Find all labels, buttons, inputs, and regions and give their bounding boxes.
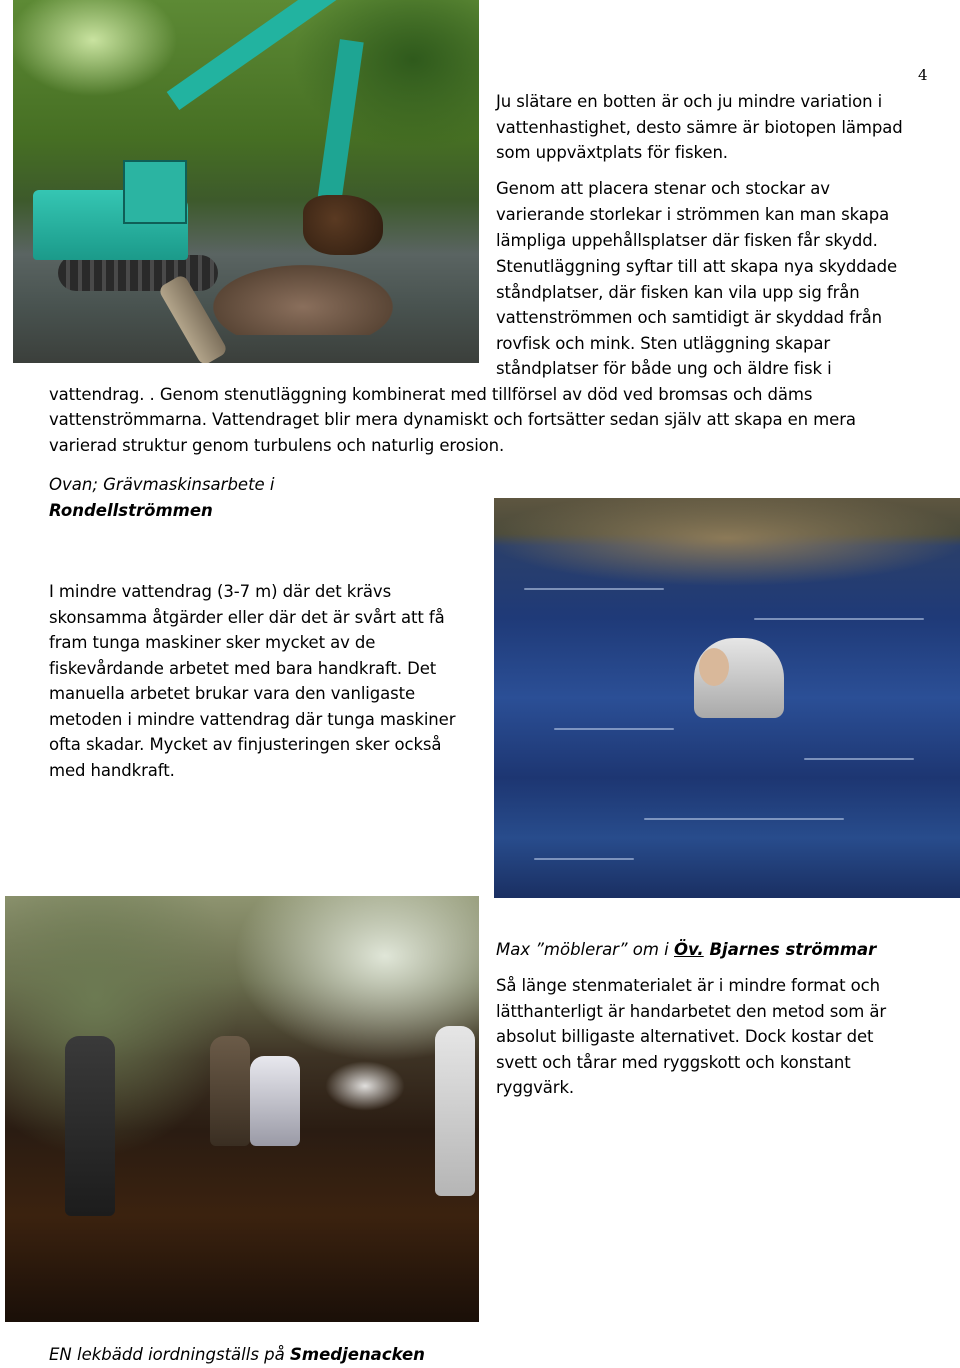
excavator-track <box>58 255 218 291</box>
person <box>65 1036 115 1216</box>
caption-text: Max ”möblerar” om i <box>496 940 674 959</box>
caption-place: Smedjenacken <box>290 1345 425 1364</box>
text-line: ståndplatser, där fisken kan vila upp sig från <box>496 283 860 302</box>
text-line: rovfisk och mink. Sten utläggning skapar <box>496 334 831 353</box>
text-line: vattendrag. . Genom stenutläggning kombinerat med tillförsel av död ved bromsas och däms <box>49 385 813 404</box>
text-line: metoden i mindre vattendrag där tunga maskiner <box>49 710 456 729</box>
text-line: I mindre vattendrag (3-7 m) där det krävs <box>49 582 392 601</box>
water-splash <box>325 1061 405 1111</box>
text-line: ryggvärk. <box>496 1078 575 1097</box>
person <box>210 1036 250 1146</box>
caption-place: Öv. <box>674 940 704 959</box>
person <box>435 1026 475 1196</box>
text-line: Stenutläggning syftar till att skapa nya skyddade <box>496 257 898 276</box>
water-ripple <box>644 818 844 820</box>
caption-place: Bjarnes strömmar <box>703 940 877 959</box>
water-ripple <box>524 588 664 590</box>
excavator-boom <box>167 0 352 110</box>
excavator-bucket <box>303 195 383 255</box>
water-ripple <box>754 618 924 620</box>
water-ripple <box>534 858 634 860</box>
text-line: svett och tårar med ryggskott och konstant <box>496 1053 851 1072</box>
excavator-photo <box>13 0 479 363</box>
water-ripple <box>804 758 914 760</box>
person-head <box>699 648 729 686</box>
text-line: med handkraft. <box>49 761 175 780</box>
excavator-arm <box>316 39 363 211</box>
caption-group <box>49 1342 649 1368</box>
gravel-pile <box>213 265 393 335</box>
caption-place: Rondellströmmen <box>49 500 213 520</box>
text-line: Genom att placera stenar och stockar av <box>496 179 830 198</box>
person <box>250 1056 300 1146</box>
text-line: fram tunga maskiner sker mycket av de <box>49 633 376 652</box>
paragraph-biotope: Ju slätare en botten är och ju mindre variation i vattenhastighet, desto sämre är biotopen lämpad som uppväxtplats för fisken. <box>496 92 903 163</box>
excavator-cab <box>123 160 187 224</box>
text-line: lämpliga uppehållsplatser där fisken får skydd. <box>496 231 878 250</box>
text-line: varierande storlekar i strömmen kan man skapa <box>496 205 890 224</box>
caption-text: Ovan; Grävmaskinsarbete i <box>49 475 275 494</box>
text-line: varierad struktur genom turbulens och naturlig erosion. <box>49 436 505 455</box>
text-line: ofta skadar. Mycket av finjusteringen sker också <box>49 735 442 754</box>
text-line: Så länge stenmaterialet är i mindre format och <box>496 976 880 995</box>
text-line: fiskevårdande arbetet med bara handkraft. Det <box>49 659 437 678</box>
caption-text: EN lekbädd iordningställs på <box>49 1345 291 1364</box>
text-line: vattenströmmen och samtidigt är skyddad från <box>496 308 882 327</box>
page-number: 4 <box>918 66 928 84</box>
text-line: manuella arbetet brukar vara den vanligaste <box>49 684 416 703</box>
text-line: skonsamma åtgärder eller där det är svårt att få <box>49 608 445 627</box>
text-line: ståndplatser för både ung och äldre fisk i <box>496 359 832 378</box>
text-line: vattenströmmarna. Vattendraget blir mera dynamiskt och fortsätter sedan själv att skapa en mera <box>49 410 856 429</box>
group-stream-photo <box>5 896 479 1322</box>
caption-excavator <box>49 472 469 523</box>
water-ripple <box>554 728 674 730</box>
text-line: absolut billigaste alternativet. Dock kostar det <box>496 1027 874 1046</box>
river-man-photo <box>494 498 960 898</box>
caption-river <box>496 937 936 963</box>
text-line: lätthanterligt är handarbetet den metod som är <box>496 1002 887 1021</box>
